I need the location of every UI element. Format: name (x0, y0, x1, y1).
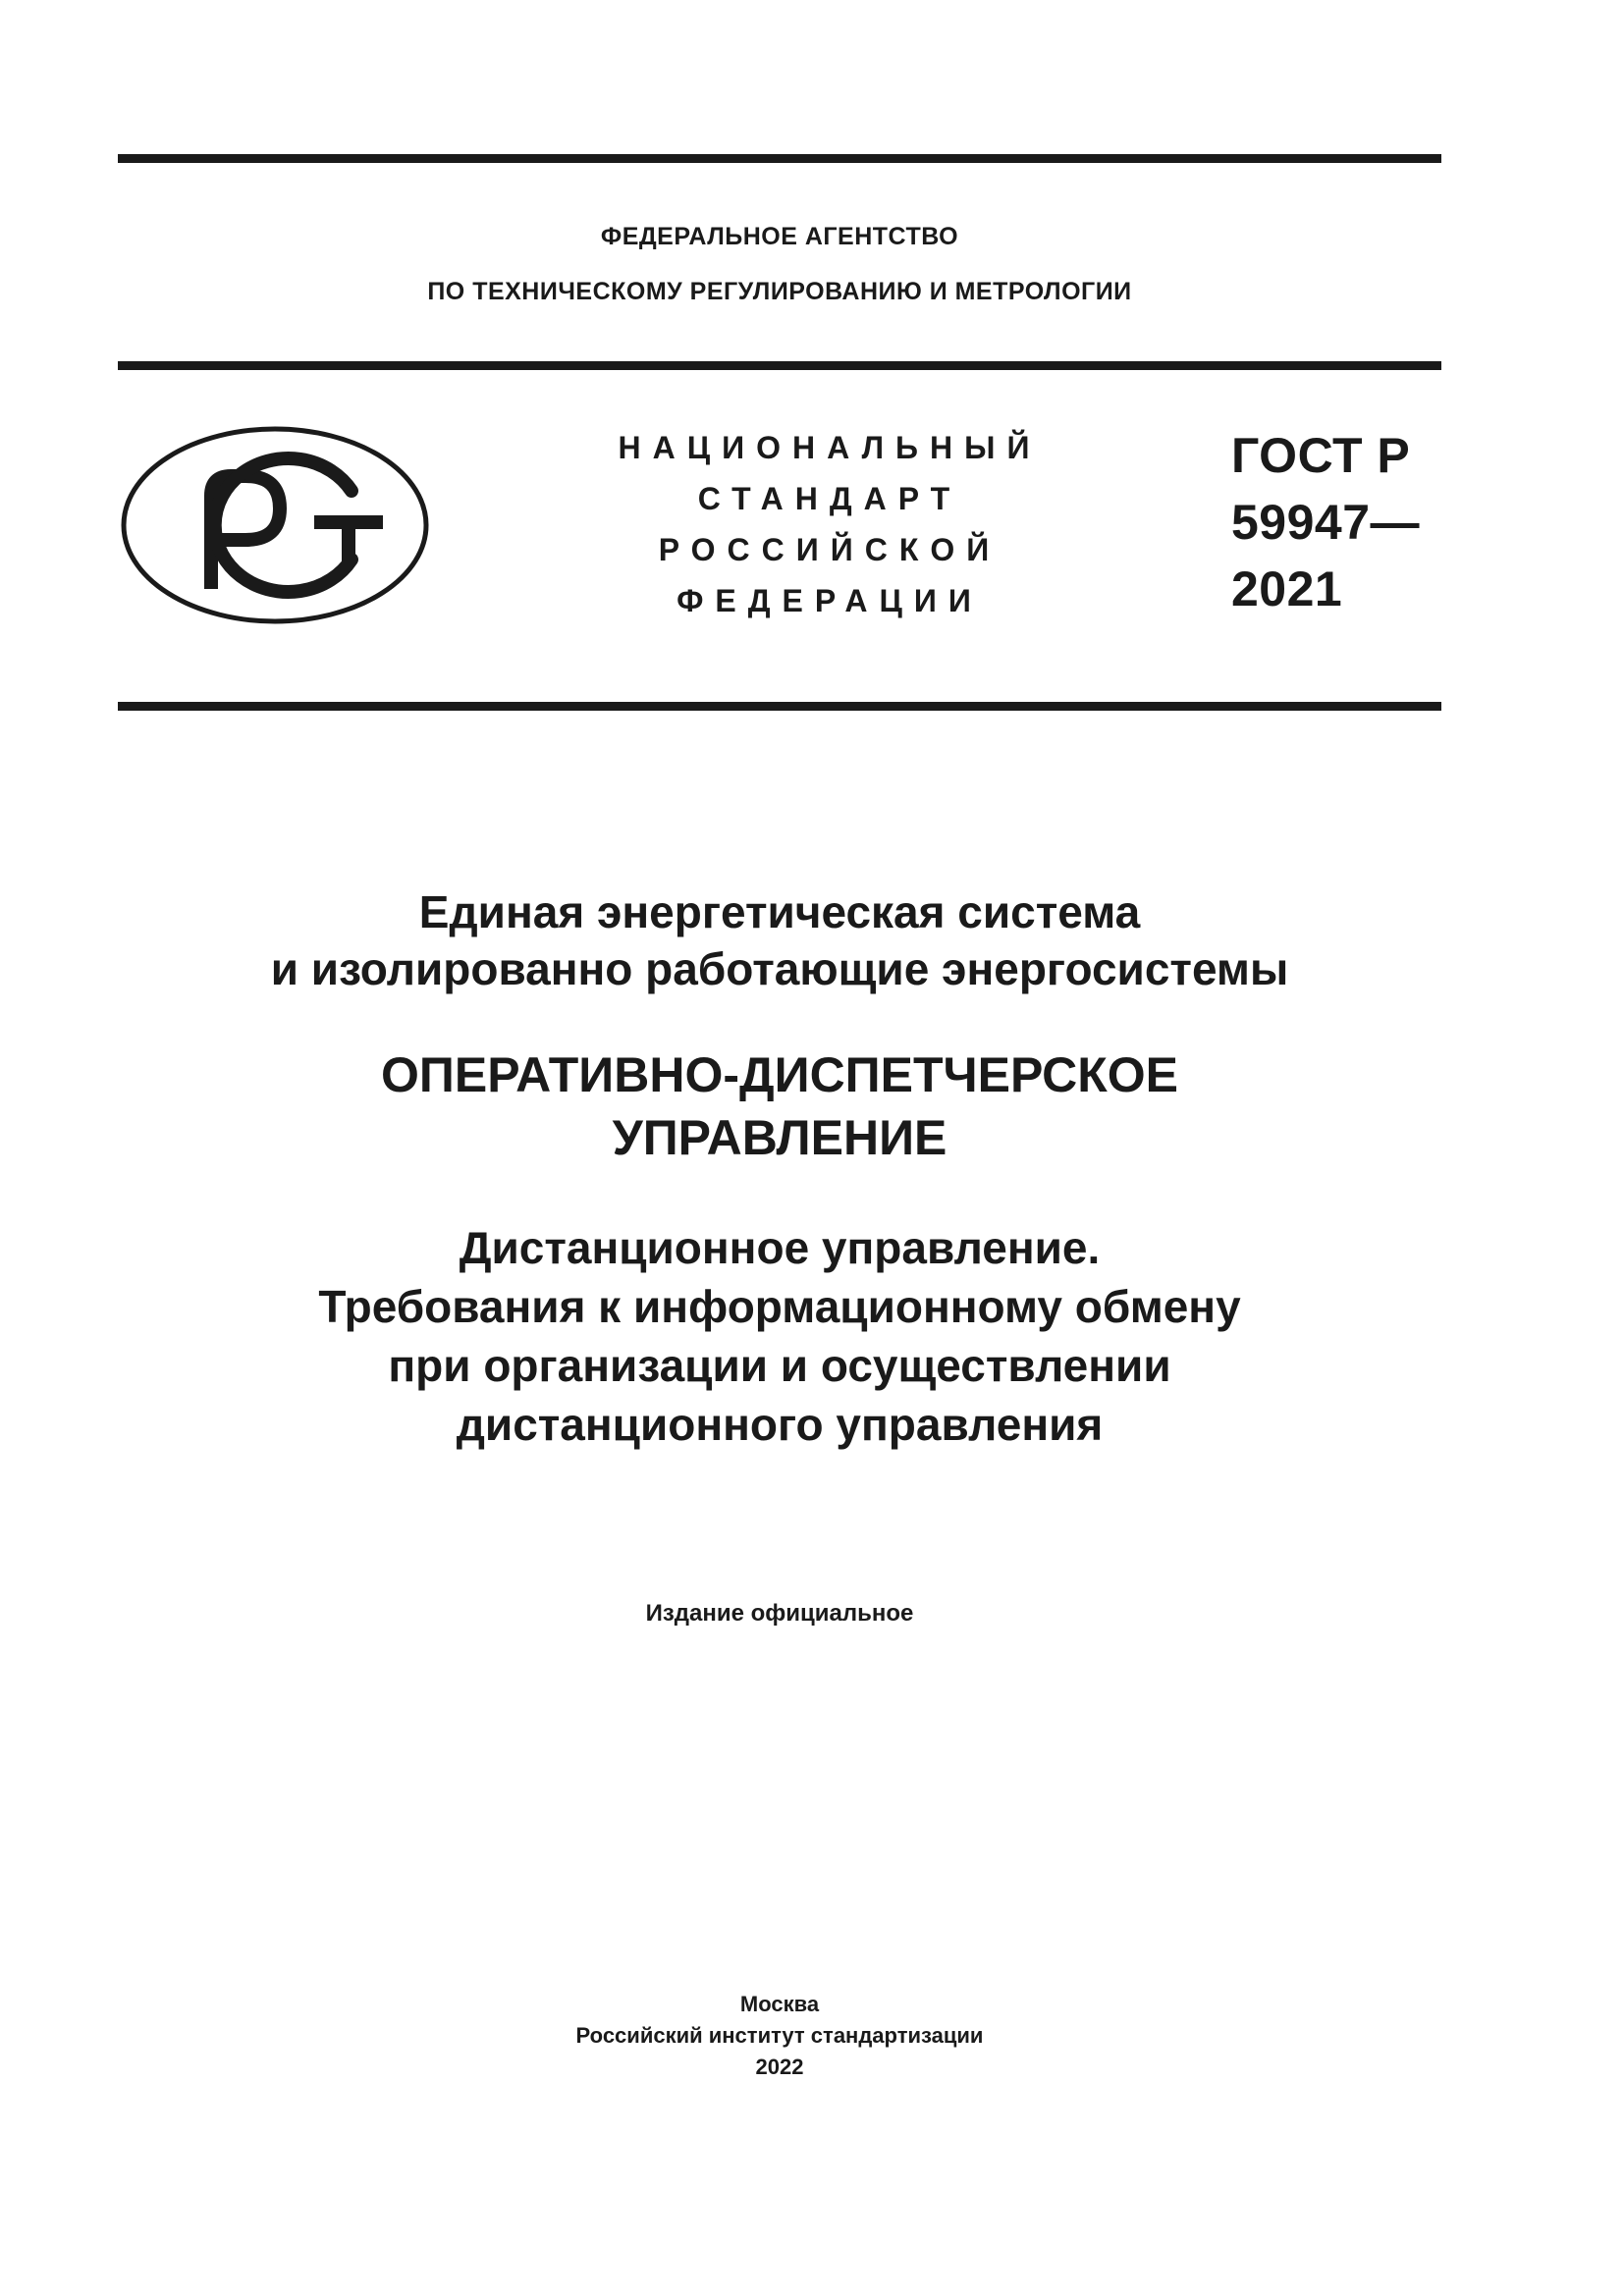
national-standard-line: НАЦИОНАЛЬНЫЙ (618, 430, 1042, 465)
top-rule (118, 154, 1441, 163)
system-title (118, 883, 1441, 997)
agency-name-line-2: ПО ТЕХНИЧЕСКОМУ РЕГУЛИРОВАНИЮ И МЕТРОЛОГИИ (427, 278, 1132, 305)
designation-line: 2021 (1231, 561, 1343, 616)
sub-title-line: при организации и осуществлении (388, 1340, 1171, 1391)
lower-rule (118, 702, 1441, 711)
edition-label: Издание официальное (645, 1600, 914, 1627)
system-title-line: и изолированно работающие энергосистемы (270, 943, 1289, 994)
publisher-year: 2022 (755, 2055, 804, 2079)
designation-line: 59947— (1231, 495, 1421, 550)
system-title-line: Единая энергетическая система (418, 886, 1141, 937)
publisher-city: Москва (739, 1992, 820, 2016)
middle-rule (118, 361, 1441, 370)
main-title-line: УПРАВЛЕНИЕ (612, 1110, 947, 1165)
sub-title-line: дистанционного управления (456, 1399, 1104, 1450)
national-standard-line: РОССИЙСКОЙ (658, 532, 1001, 567)
publisher-block (118, 1989, 1441, 2083)
national-standard-line: ФЕДЕРАЦИИ (677, 583, 983, 618)
publisher-institute: Российский институт стандартизации (575, 2023, 984, 2048)
sub-title-line: Требования к информационному обмену (318, 1281, 1241, 1332)
rst-certification-mark-icon (118, 422, 432, 628)
national-standard-line: СТАНДАРТ (697, 481, 962, 516)
designation-line: ГОСТ Р (1231, 428, 1411, 483)
main-title-line: ОПЕРАТИВНО-ДИСПЕТЧЕРСКОЕ (381, 1047, 1178, 1102)
standard-designation (1231, 422, 1420, 622)
sub-title-line: Дистанционное управление. (459, 1222, 1101, 1273)
sub-title (118, 1218, 1441, 1454)
national-standard-label (589, 422, 1070, 626)
main-title (118, 1043, 1441, 1169)
agency-name-line-1: ФЕДЕРАЛЬНОЕ АГЕНТСТВО (600, 223, 959, 250)
